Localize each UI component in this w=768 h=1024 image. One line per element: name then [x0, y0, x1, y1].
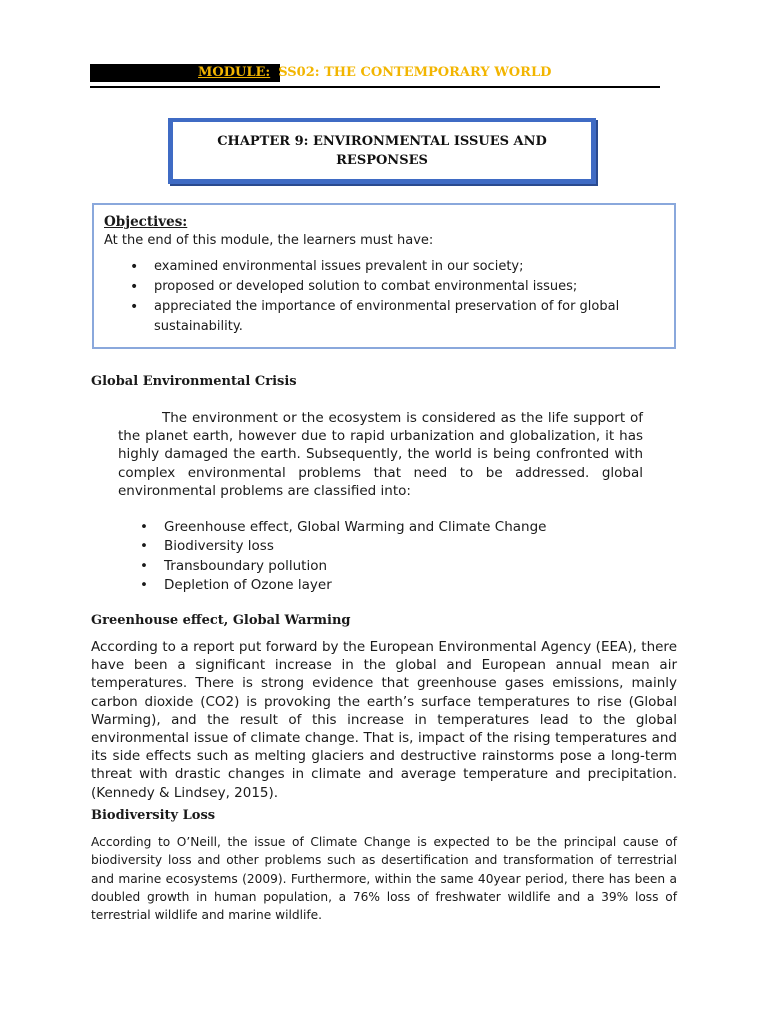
objectives-intro: At the end of this module, the learners must have:: [104, 233, 434, 248]
greenhouse-paragraph: According to a report put forward by the European Environmental Agency (EEA), there have been a significant increase in the global and European annual mean air temperatures. There is strong evidence that greenhouse gases emissions, mainly carbon dioxide (CO2) is provoking the earth’s surface temperatures to rise (Global Warming), and the result of this increase in temperatures lead to the global environmental issue of climate change. That is, impact of the rising temperatures and its side effects such as melting glaciers and destructive rainstorms pose a long-term threat with drastic changes in climate and average temperature and precipitation. (Kennedy & Lindsey, 2015).: [91, 639, 677, 801]
header-rule: [90, 86, 660, 88]
objective-item: • appreciated the importance of environmental preservation of for global sustainability.: [130, 297, 624, 337]
crisis-heading: Global Environmental Crisis: [91, 374, 297, 389]
module-header: [198, 64, 551, 82]
chapter-title-line-1: CHAPTER 9: ENVIRONMENTAL ISSUES AND: [217, 133, 547, 149]
objective-item: • proposed or developed solution to combat environmental issues;: [130, 277, 664, 297]
biodiversity-paragraph: According to O’Neill, the issue of Climate Change is expected to be the principal cause of biodiversity loss and other problems such as desertification and transformation of terrestrial and marine ecosystems (2009). Furthermore, within the same 40year period, there has been a doubled growth in human population, a 76% loss of freshwater wildlife and a 39% loss of terrestrial wildlife and marine wildlife.: [91, 835, 677, 923]
objectives-list: [104, 257, 664, 337]
crisis-list: [140, 518, 546, 596]
crisis-list-item: • Greenhouse effect, Global Warming and Climate Change: [140, 518, 546, 537]
module-label: MODULE:: [198, 65, 271, 80]
crisis-list-item: • Biodiversity loss: [140, 537, 546, 556]
chapter-title-line-2: RESPONSES: [336, 152, 428, 168]
chapter-title-box: [168, 118, 596, 184]
objectives-heading: Objectives:: [104, 214, 188, 230]
greenhouse-heading: Greenhouse effect, Global Warming: [91, 613, 351, 628]
objective-item: • examined environmental issues prevalent in our society;: [130, 257, 664, 277]
biodiversity-heading: Biodiversity Loss: [91, 808, 216, 823]
objectives-box: [92, 203, 676, 349]
module-title: SS02: THE CONTEMPORARY WORLD: [278, 65, 552, 80]
chapter-title: [217, 132, 547, 170]
crisis-paragraph: The environment or the ecosystem is considered as the life support of the planet earth, however due to rapid urbanization and globalization, it has highly damaged the earth. Subsequently, the world is being confronted with complex environmental problems that need to be addressed. global environmental problems are classified into:: [118, 410, 643, 499]
crisis-list-item: • Depletion of Ozone layer: [140, 576, 546, 595]
crisis-list-item: • Transboundary pollution: [140, 557, 546, 576]
